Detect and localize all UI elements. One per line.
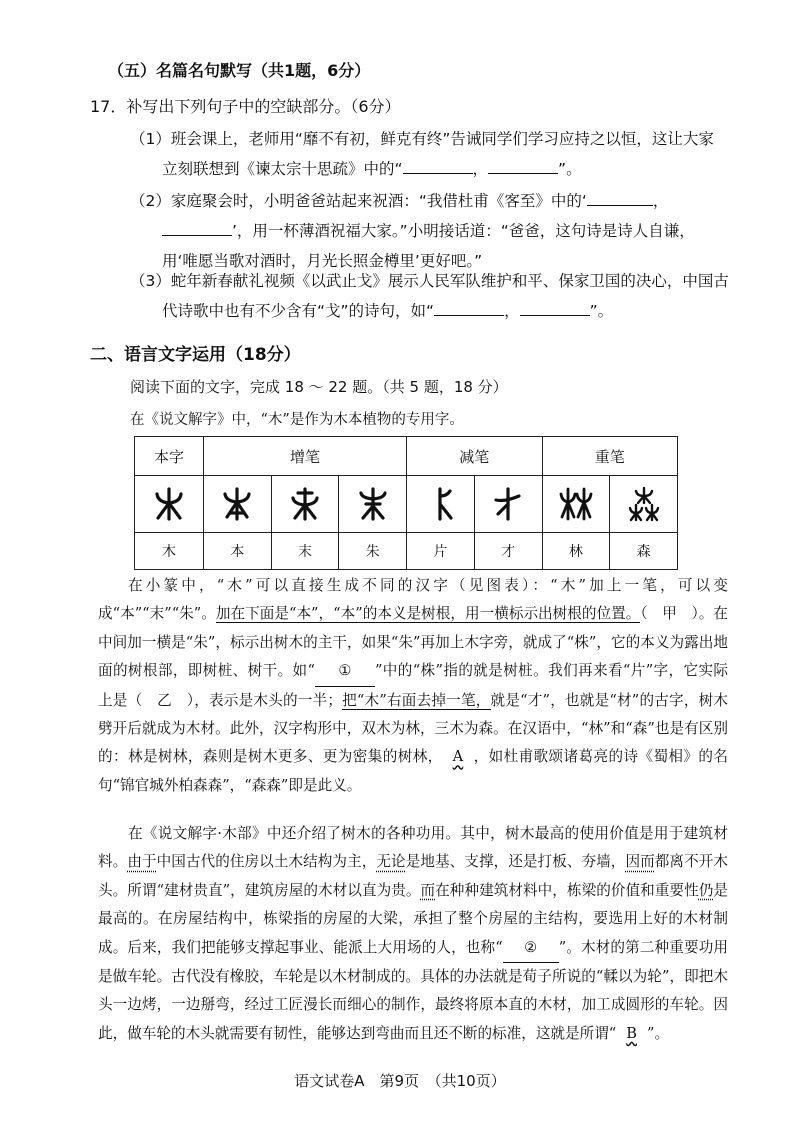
passage-text: ”中的“株”指的就是树桩。我们再来看“片”字，它实际上是（ 乙 ），表示是木头的一半；: [98, 662, 728, 709]
q17-item-3: [130, 266, 740, 326]
dotted-word: 因而: [625, 853, 655, 871]
q17-item-1-text: 立刻联想到《谏太宗十思疏》中的“: [162, 160, 403, 178]
modern-char: 片: [407, 533, 475, 570]
modern-char: 林: [542, 533, 610, 570]
character-table: [134, 436, 678, 570]
modern-char: 末: [271, 533, 339, 570]
seal-glyph-ben: [204, 476, 272, 533]
seal-glyph-lin: [542, 476, 610, 533]
passage-text: 是最高的。在房屋结构中，栋梁指的房屋的大梁，承担了整个房屋的主结构，要选用上好的木材制成。后来，我们把能够支撑起事业、能派上大用场的人，也称“: [98, 881, 728, 956]
part-two-instructions: 阅读下面的文字，完成 18 ～ 22 题。（共 5 题，18 分）: [130, 378, 508, 396]
answer-blank[interactable]: [587, 187, 653, 206]
blank-a[interactable]: A: [452, 748, 464, 766]
modern-char: 森: [610, 533, 678, 570]
passage-text: ”。: [646, 1024, 670, 1042]
passage-text: 中国古代的住房以土木结构为主，: [156, 853, 377, 871]
blank-1[interactable]: ①: [315, 657, 375, 686]
header-add-stroke: 增笔: [204, 437, 407, 476]
answer-blank[interactable]: [403, 155, 473, 174]
passage-text: ”。木材的第二种重要功用是做车轮。古代没有橡胶，车轮是以木材制成的。具体的办法就是荀子所说的“輮以为轮”，即把木头一边烤，一边掰弯，经过工匠漫长而细心的制作，最终将原本直的木材，加工成圆形的车轮。因此，做车轮的木头就需要有韧性，能够达到弯曲而且还不断的标准，这就是所谓“: [98, 938, 728, 1042]
q17-item-3-text: 代诗歌中也有不少含有“戈”的诗句，如“: [162, 302, 435, 320]
q17-item-2-line-2: [130, 216, 740, 246]
dotted-word: 而: [420, 881, 436, 899]
dotted-word: 由于: [127, 853, 157, 871]
passage-text: 在种种建筑材料中，栋梁的价值和重要性: [435, 881, 699, 899]
seal-glyph-pian: [407, 476, 475, 533]
part-two-title: 二、语言文字运用（18分）: [90, 345, 301, 365]
modern-char: 才: [474, 533, 542, 570]
underlined-sentence: 把“木”右面去掉一笔，: [341, 691, 491, 709]
passage-text: 就是“才”，也就是“材”的古字，树木劈开后就成为木材。此外，汉字构形中，双木为林，三木为森。在汉语中，“林”和“森”也是有区别的：林是树林，森则是树木更多、更为密集的树林，: [98, 691, 728, 766]
answer-blank[interactable]: [162, 217, 232, 236]
blank-b[interactable]: B: [626, 1024, 637, 1042]
passage-text: 都离不开木头。所谓“建材贵直”，建筑房屋的木材以直为贵。: [98, 853, 728, 899]
q17-item-1-line-2: [130, 154, 740, 184]
passage-text: 在《说文解字·木部》中还介绍了树木的各种功用。其中，树木最高的使用价值是用于建筑材料。: [98, 825, 728, 871]
q17-item-3-end: ”。: [589, 302, 614, 320]
page-footer: 语文试卷A 第9页 （共10页）: [294, 1072, 506, 1090]
q17-item-2-line-3: 用‘唯愿当歌对酒时，月光长照金樽里’更好吧。”: [162, 252, 483, 270]
seal-glyph-cai: [474, 476, 542, 533]
q17-item-1: [130, 124, 740, 184]
seal-glyph-zhu: [339, 476, 407, 533]
answer-blank[interactable]: [520, 297, 590, 316]
seal-glyph-mo: [271, 476, 339, 533]
modern-char: 朱: [339, 533, 407, 570]
blank-2[interactable]: ②: [503, 934, 559, 963]
section-five-title: （五）名篇名句默写（共1题，6分）: [108, 61, 371, 80]
seal-glyph-mu: [135, 476, 204, 533]
q17-item-3-line-1: （3）蛇年新春献礼视频《以武止戈》展示人民军队维护和平、保家卫国的决心，中国古: [130, 272, 729, 290]
header-repeat: 重笔: [542, 437, 677, 476]
q17-item-2-text: （2）家庭聚会时，小明爸爸站起来祝酒：“我借杜甫《客至》中的‘: [130, 192, 587, 210]
q17-item-2-comma: ，: [652, 192, 669, 210]
q17-item-1-line-1: （1）班会课上，老师用“靡不有初，鲜克有终”告诫同学们学习应持之以恒，这让大家: [130, 130, 714, 148]
question-17-title: 17．补写出下列句子中的空缺部分。（6分）: [90, 97, 401, 116]
seal-glyph-sen: [610, 476, 678, 533]
answer-blank[interactable]: [488, 155, 558, 174]
underlined-sentence: 加在下面是“本”，“本”的本义是树根，用一横标示出树根的位置。: [215, 605, 641, 623]
lead-sentence: 在《说文解字》中，“木”是作为木本植物的专用字。: [130, 412, 464, 428]
passage-paragraph-1: [98, 572, 728, 800]
q17-item-1-end: ”。: [558, 160, 582, 178]
passage-text: 是地基、支撑，还是打板、夯墙，: [405, 853, 626, 871]
q17-item-2: [130, 186, 740, 276]
q17-item-1-comma: ，: [472, 160, 489, 178]
q17-item-3-line-2: [130, 296, 740, 326]
q17-item-2-line-1: [130, 186, 740, 216]
modern-char: 木: [135, 533, 204, 570]
q17-item-3-comma: ，: [504, 302, 520, 320]
passage-text: （ 甲 ）。在中间加一横是“朱”，标示出树木的主干，如果“朱”再加上木字旁，就成了“株”，它的本义为露出地面的树根部，即树桩、树干。如“: [98, 605, 729, 680]
passage-text: 在小篆中，“木”可以直接生成不同的汉字（见图表）：“木”加上一笔，可以变成“本”“末”“朱”。: [98, 577, 728, 623]
dotted-word: 仍: [698, 881, 714, 899]
header-remove-stroke: 减笔: [407, 437, 542, 476]
answer-blank[interactable]: [434, 297, 504, 316]
header-original: 本字: [135, 437, 204, 476]
q17-item-2-text-2: ’，用一杯薄酒祝福大家。”小明接话道：“爸爸，这句诗是诗人自谦，: [232, 222, 695, 240]
modern-char: 本: [204, 533, 272, 570]
passage-paragraph-2: [98, 820, 728, 1048]
dotted-word: 无论: [376, 853, 406, 871]
passage-text: ，如杜甫歌颂诸葛亮的诗《蜀相》的名句“锦官城外柏森森”，“森森”即是此义。: [98, 748, 728, 794]
